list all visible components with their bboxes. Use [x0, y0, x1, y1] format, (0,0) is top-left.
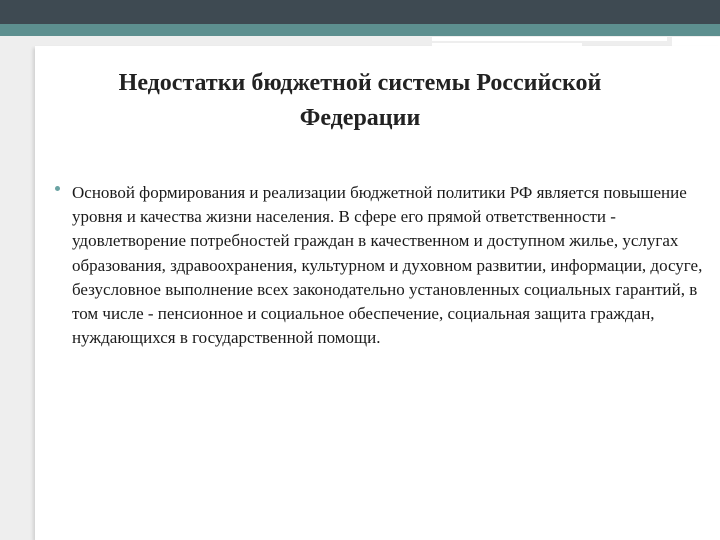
bullet-text: Основой формирования и реализации бюджетной политики РФ является повышение уровня и качества жизни населения. В сфере его прямой ответственности - удовлетворение потребностей граждан в качественном и доступном жилье, услугах образования, здравоохранения, культурном и духовном развитии, информации, досуге, безусловное выполнение всех законодательно установленных социальных гарантий, в том числе - пенсионное и социальное обеспечение, социальная защита граждан, нуждающихся в государственной помощи. [72, 183, 703, 348]
slide-title: Недостатки бюджетной системы Российской Федерации [118, 70, 602, 131]
decor-stripe [672, 37, 720, 46]
bullet-icon [55, 186, 60, 191]
accent-band [0, 24, 720, 36]
header-bar [0, 0, 720, 24]
decor-stripe [432, 37, 667, 41]
